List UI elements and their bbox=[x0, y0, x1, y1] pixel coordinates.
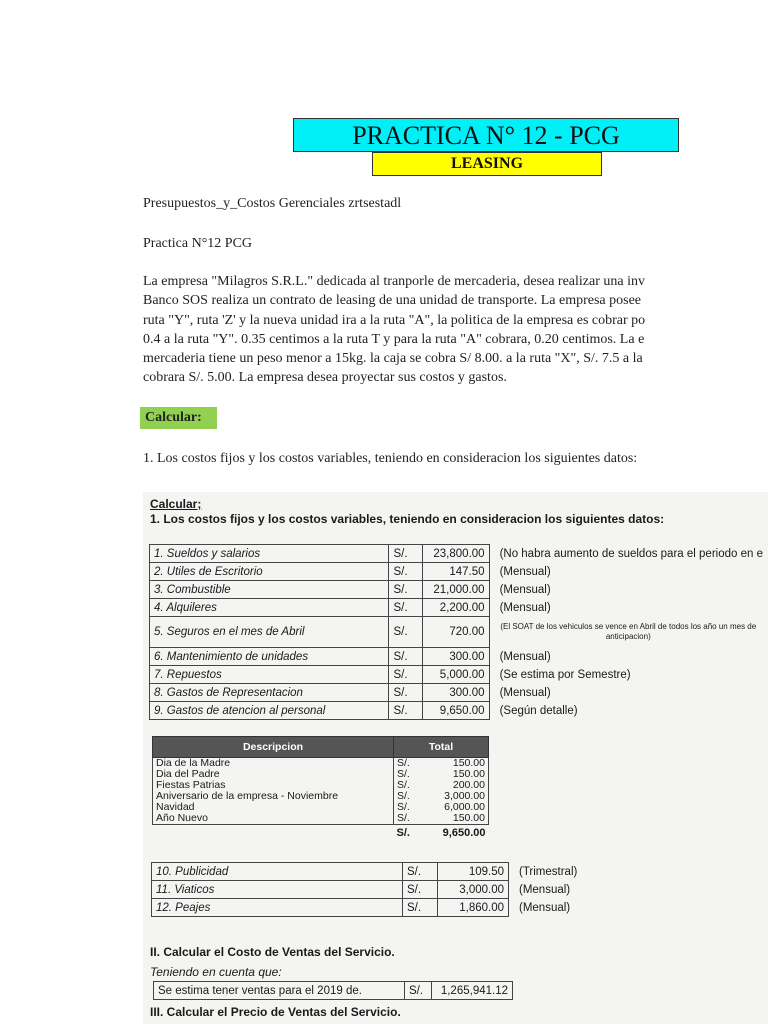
detail-currency: S/. bbox=[397, 779, 410, 791]
cost-note: (Según detalle) bbox=[499, 704, 578, 717]
detail-desc: Dia de la Madre bbox=[153, 758, 394, 770]
detail-col-desc: Descripcion bbox=[153, 737, 394, 758]
detail-amount: 200.00 bbox=[421, 780, 489, 791]
paragraph-line: ruta "Y", ruta 'Z' y la nueva unidad ira a la ruta "A", la politica de la empresa es cobrar po bbox=[143, 312, 646, 328]
table-row bbox=[150, 617, 768, 648]
cost-note: (Se estima por Semestre) bbox=[499, 668, 631, 681]
cost-note: (Mensual) bbox=[499, 565, 551, 578]
table-row bbox=[153, 813, 489, 825]
cost-desc: 5. Seguros en el mes de Abril bbox=[150, 617, 389, 648]
detail-amount: 150.00 bbox=[421, 813, 489, 825]
scan-q3-heading: III. Calcular el Precio de Ventas del Servicio. bbox=[150, 1005, 401, 1019]
detail-total-row bbox=[153, 825, 489, 840]
cost-note: (Mensual) bbox=[499, 601, 551, 614]
detail-desc: Navidad bbox=[153, 802, 394, 813]
cost-desc: 6. Mantenimiento de unidades bbox=[150, 648, 389, 666]
cost-amount: 300.00 bbox=[423, 648, 489, 666]
cost-currency: S/. bbox=[389, 648, 423, 666]
cost-note: (No habra aumento de sueldos para el periodo en e bbox=[499, 547, 763, 560]
cost-desc: 4. Alquileres bbox=[150, 599, 389, 617]
cost-desc: 10. Publicidad bbox=[152, 863, 403, 881]
table-row bbox=[153, 791, 489, 802]
detail-amount: 150.00 bbox=[421, 758, 489, 770]
cost-amount: 1,860.00 bbox=[438, 899, 509, 917]
cost-amount: 147.50 bbox=[423, 563, 489, 581]
table-row bbox=[150, 599, 768, 617]
cost-note: (El SOAT de los vehiculos se vence en Abril de todos los año un mes de anticipacion) bbox=[500, 622, 757, 641]
detail-desc: Aniversario de la empresa - Noviembre bbox=[153, 791, 394, 802]
paragraph-line: La empresa "Milagros S.R.L." dedicada al tranporle de mercaderia, desea realizar una inv bbox=[143, 274, 645, 289]
cost-currency: S/. bbox=[389, 617, 423, 648]
cost-currency: S/. bbox=[389, 581, 423, 599]
detail-amount: 150.00 bbox=[421, 769, 489, 780]
cost-amount: 23,800.00 bbox=[423, 545, 489, 563]
table-row bbox=[150, 684, 768, 702]
paragraph-line: Banco SOS realiza un contrato de leasing de una unidad de transporte. La empresa posee bbox=[143, 293, 641, 309]
scan-calc-heading: Calcular; bbox=[150, 497, 202, 511]
paragraph-line: cobrara S/. 5.00. La empresa desea proyectar sus costos y gastos. bbox=[143, 370, 507, 386]
table-row bbox=[150, 581, 768, 599]
table-row bbox=[152, 881, 582, 899]
detail-desc: Año Nuevo bbox=[153, 813, 394, 825]
cost-currency: S/. bbox=[403, 863, 438, 881]
detail-total-amount: 9,650.00 bbox=[442, 827, 486, 839]
cost-currency: S/. bbox=[403, 881, 438, 899]
practice-line: Practica N°12 PCG bbox=[143, 236, 253, 251]
page-subtitle: LEASING bbox=[372, 152, 602, 176]
cost-currency: S/. bbox=[389, 666, 423, 684]
detail-table bbox=[152, 736, 489, 839]
cost-currency: S/. bbox=[389, 545, 423, 563]
cost-amount: 300.00 bbox=[423, 684, 489, 702]
cost-desc: 12. Peajes bbox=[152, 899, 403, 917]
cost-amount: 109.50 bbox=[438, 863, 509, 881]
table-row bbox=[152, 863, 582, 881]
cost-currency: S/. bbox=[389, 684, 423, 702]
cost-currency: S/. bbox=[403, 899, 438, 917]
detail-amount: 6,000.00 bbox=[421, 802, 489, 813]
cost-desc: 8. Gastos de Representacion bbox=[150, 684, 389, 702]
sales-amount: 1,265,941.12 bbox=[432, 982, 513, 1000]
cost-note: (Mensual) bbox=[499, 686, 551, 699]
page-title: PRACTICA N° 12 - PCG bbox=[293, 118, 679, 152]
scan-q1-heading: 1. Los costos fijos y los costos variables, teniendo en consideracion los siguientes datos: bbox=[150, 512, 665, 526]
source-line: Presupuestos_y_Costos Gerenciales zrtsestadl bbox=[143, 196, 402, 211]
cost-note: (Mensual) bbox=[519, 883, 571, 896]
detail-currency: S/. bbox=[397, 790, 410, 802]
cost-amount: 3,000.00 bbox=[438, 881, 509, 899]
cost-currency: S/. bbox=[389, 702, 423, 720]
paragraph-line: mercaderia tiene un peso menor a 15kg. la caja se cobra S/ 8.00. a la ruta "X", S/. 7.5 a la bbox=[143, 351, 643, 367]
detail-amount: 3,000.00 bbox=[421, 791, 489, 802]
paragraph-line: 0.4 a la ruta "Y". 0.35 centimos a la ruta T y para la ruta "A" cobrara, 0.20 centimos. La e bbox=[143, 331, 645, 347]
cost-currency: S/. bbox=[389, 599, 423, 617]
intro-paragraph bbox=[143, 272, 768, 388]
detail-desc: Fiestas Patrias bbox=[153, 780, 394, 791]
scan-q2-heading: II. Calcular el Costo de Ventas del Servicio. bbox=[150, 945, 395, 959]
table-row bbox=[150, 702, 768, 720]
cost-desc: 7. Repuestos bbox=[150, 666, 389, 684]
table-row bbox=[150, 648, 768, 666]
detail-col-total: Total bbox=[394, 737, 489, 758]
table-row bbox=[150, 545, 768, 563]
cost-desc: 9. Gastos de atencion al personal bbox=[150, 702, 389, 720]
detail-currency: S/. bbox=[394, 813, 421, 825]
cost-desc: 11. Viaticos bbox=[152, 881, 403, 899]
cost-desc: 1. Sueldos y salarios bbox=[150, 545, 389, 563]
sales-currency: S/. bbox=[405, 982, 432, 1000]
cost-desc: 3. Combustible bbox=[150, 581, 389, 599]
question-1: 1. Los costos fijos y los costos variables, teniendo en consideracion los siguientes datos: bbox=[143, 451, 638, 466]
sales-table bbox=[153, 981, 513, 1000]
cost-amount: 720.00 bbox=[423, 617, 489, 648]
cost-currency: S/. bbox=[389, 563, 423, 581]
table-row bbox=[150, 666, 768, 684]
cost-desc: 2. Utiles de Escritorio bbox=[150, 563, 389, 581]
cost-amount: 5,000.00 bbox=[423, 666, 489, 684]
costs-table bbox=[149, 544, 768, 720]
scanned-table-image bbox=[143, 492, 768, 1024]
cost-note: (Mensual) bbox=[519, 901, 571, 914]
detail-total-currency: S/. bbox=[396, 827, 410, 839]
cost-amount: 2,200.00 bbox=[423, 599, 489, 617]
cost-note: (Mensual) bbox=[499, 583, 551, 596]
sales-label: Se estima tener ventas para el 2019 de. bbox=[154, 982, 405, 1000]
table-row bbox=[154, 982, 513, 1000]
table-row bbox=[152, 899, 582, 917]
calcular-highlight: Calcular: bbox=[140, 407, 217, 429]
detail-currency: S/. bbox=[397, 757, 410, 769]
detail-desc: Dia del Padre bbox=[153, 769, 394, 780]
table-row bbox=[150, 563, 768, 581]
cost-note: (Trimestral) bbox=[519, 865, 578, 878]
costs-table-2 bbox=[151, 862, 582, 917]
cost-note: (Mensual) bbox=[499, 650, 551, 663]
detail-currency: S/. bbox=[397, 801, 410, 813]
cost-amount: 9,650.00 bbox=[423, 702, 489, 720]
scan-q2-sub: Teniendo en cuenta que: bbox=[150, 965, 282, 979]
cost-amount: 21,000.00 bbox=[423, 581, 489, 599]
detail-currency: S/. bbox=[397, 768, 410, 780]
